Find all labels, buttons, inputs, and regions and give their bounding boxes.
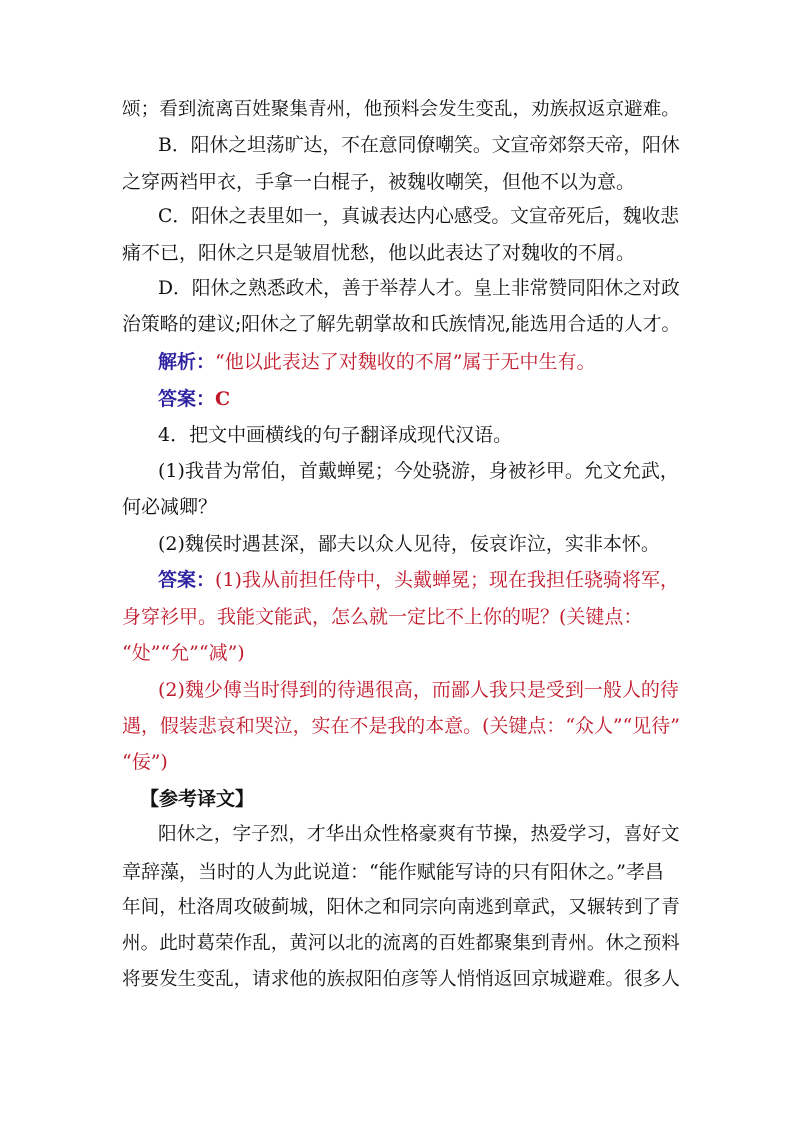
option-d-line-2: 治策略的建议;阳休之了解先朝掌故和氏族情况,能选用合适的人才。	[122, 314, 681, 335]
answer-4-a1-line-3: “处”“允”“减”)	[122, 642, 245, 664]
analysis-label: 解析	[158, 351, 197, 373]
analysis-line	[158, 350, 595, 374]
answer-3-value: C	[215, 388, 231, 410]
analysis-sep: ：	[196, 351, 216, 373]
answer-4-a1-text-1: (1)我从前担任侍中，头戴蝉冕；现在我担任骁骑将军，	[215, 569, 679, 591]
reference-line-2: 章辞藻，当时的人为此说道：“能作赋能写诗的只有阳休之。”孝昌	[122, 861, 664, 883]
answer-4-a2-line-2: 遇，假装悲哀和哭泣，实在不是我的本意。(关键点：“众人”“见待”	[122, 715, 680, 737]
question-4-s2: (2)魏侯时遇甚深，鄙夫以众人见待，佞哀诈泣，实非本怀。	[158, 533, 660, 555]
option-b-line-2: 之穿两裆甲衣，手拿一白棍子，被魏收嘲笑，但他不以为意。	[122, 171, 636, 193]
answer-4-label: 答案	[158, 569, 197, 591]
option-a-tail: 颂；看到流离百姓聚集青州，他预料会发生变乱，劝族叔返京避难。	[122, 99, 680, 120]
answer-4-a2-line-3: “佞”)	[122, 751, 168, 773]
answer-4-a2-line-1: (2)魏少傅当时得到的待遇很高，而鄙人我只是受到一般人的待	[158, 679, 679, 701]
reference-heading: 【参考译文】	[140, 788, 255, 810]
answer-3-label: 答案	[158, 388, 197, 410]
answer-4-a1-line-2: 身穿衫甲。我能文能武，怎么就一定比不上你的呢？(关键点：	[122, 606, 643, 628]
reference-line-3: 年间，杜洛周攻破蓟城，阳休之和同宗向南逃到章武，又辗转到了青	[122, 897, 680, 918]
answer-4-a1-line-1	[158, 568, 679, 592]
reference-line-1: 阳休之，字子烈，才华出众性格豪爽有节操，热爱学习，喜好文	[158, 824, 680, 845]
option-c-line-1: C．阳休之表里如一，真诚表达内心感受。文宣帝死后，魏收悲	[158, 206, 680, 227]
answer-3-line	[158, 387, 230, 411]
reference-line-5: 将要发生变乱，请求他的族叔阳伯彦等人悄悄返回京城避难。很多人	[122, 969, 680, 990]
question-4-s1-line-2: 何必减卿？	[122, 496, 218, 518]
reference-line-4: 州。此时葛荣作乱，黄河以北的流离的百姓都聚集到青州。休之预料	[122, 933, 680, 954]
answer-3-sep: ：	[196, 388, 216, 410]
analysis-text: “他以此表达了对魏收的不屑”属于无中生有。	[215, 351, 596, 373]
question-4-s1-line-1: (1)我昔为常伯，首戴蝉冕；今处骁游，身被衫甲。允文允武，	[158, 460, 679, 482]
option-d-line-1: D．阳休之熟悉政术，善于举荐人才。皇上非常赞同阳休之对政	[158, 278, 680, 299]
option-b-line-1: B．阳休之坦荡旷达，不在意同僚嘲笑。文宣帝郊祭天帝，阳休	[158, 135, 680, 156]
question-4-title: 4．把文中画横线的句子翻译成现代汉语。	[158, 424, 513, 446]
option-c-line-2: 痛不已，阳休之只是皱眉忧愁，他以此表达了对魏收的不屑。	[122, 242, 636, 264]
answer-4-sep: ：	[196, 569, 216, 591]
